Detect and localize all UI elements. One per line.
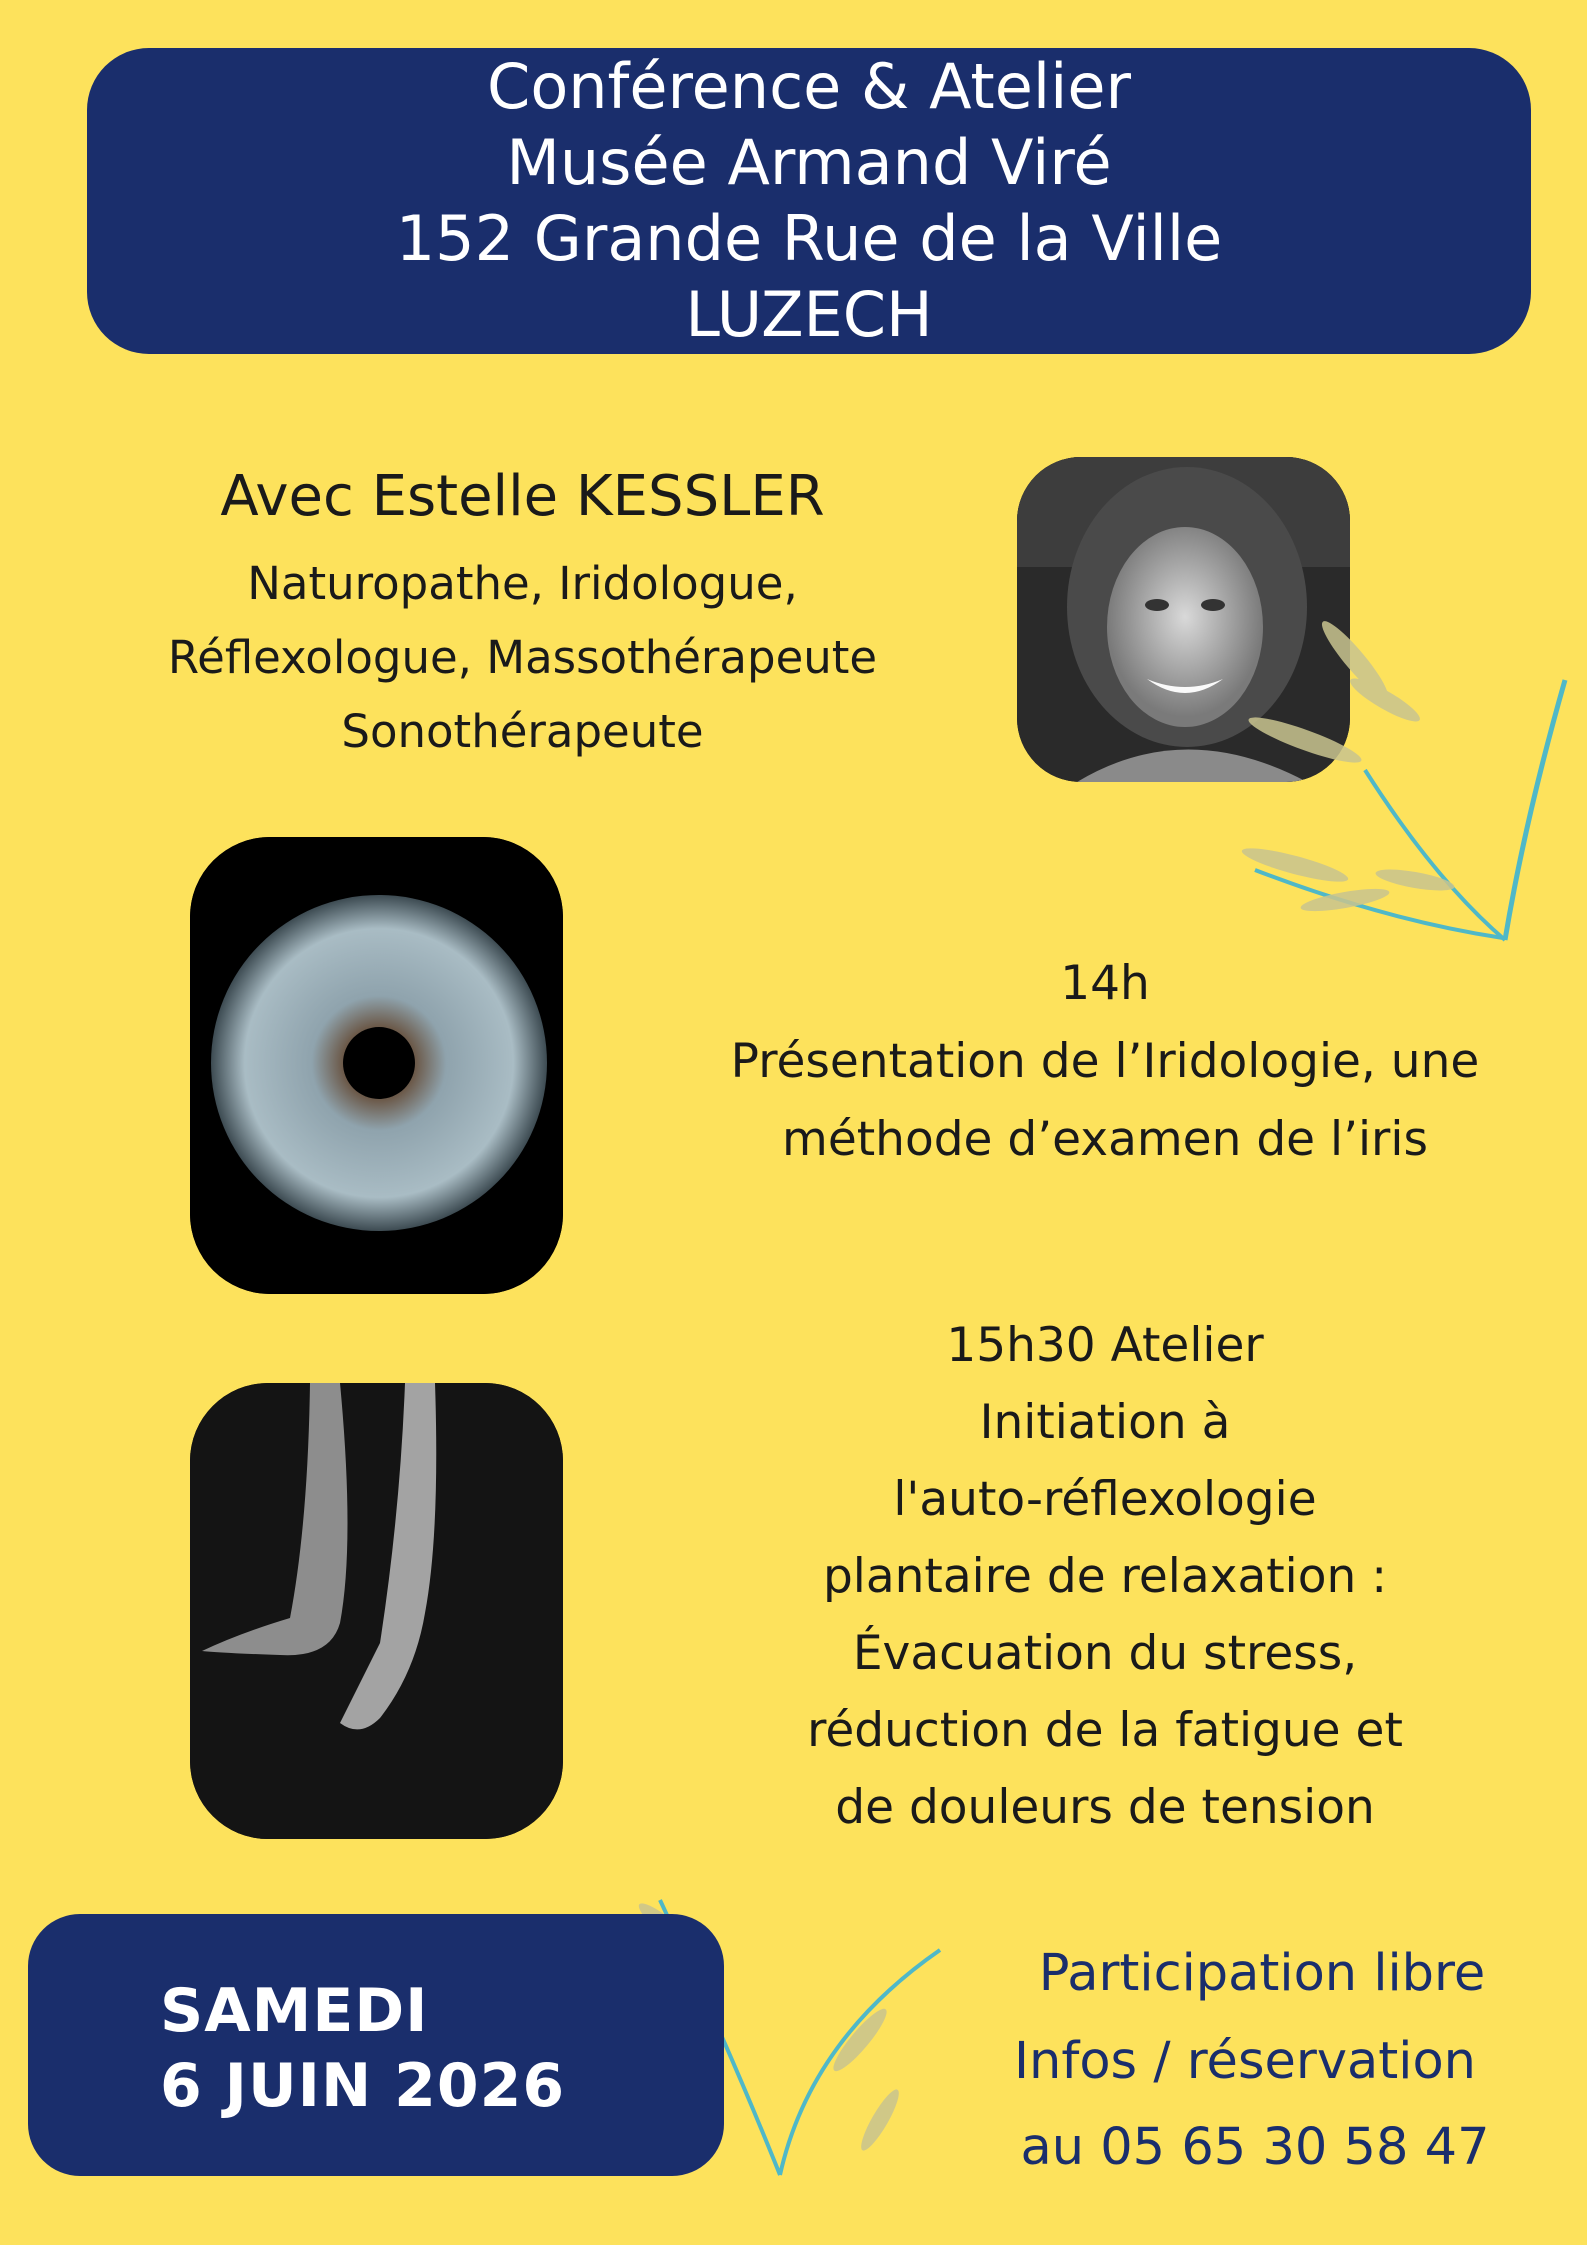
feet-image bbox=[190, 1383, 563, 1839]
header-title: Conférence & Atelier bbox=[487, 50, 1131, 123]
session2-line2: Initiation à bbox=[979, 1395, 1231, 1450]
speaker-role-3: Sonothérapeute bbox=[341, 705, 704, 758]
reservation-text: Infos / réservation bbox=[1014, 2032, 1476, 2091]
header-address: 152 Grande Rue de la Ville bbox=[395, 202, 1223, 275]
event-header bbox=[87, 48, 1531, 354]
session1-time: 14h bbox=[1060, 956, 1150, 1011]
speaker-name: Avec Estelle KESSLER bbox=[220, 464, 825, 529]
speaker-role-1: Naturopathe, Iridologue, bbox=[247, 557, 798, 610]
session1-line2: méthode d’examen de l’iris bbox=[782, 1112, 1428, 1167]
iris-image bbox=[190, 837, 563, 1294]
feet-photo bbox=[190, 1383, 563, 1839]
session2-line3: l'auto-réflexologie bbox=[893, 1472, 1317, 1527]
header-city: LUZECH bbox=[685, 278, 933, 351]
session1-line1: Présentation de l’Iridologie, une bbox=[730, 1034, 1480, 1089]
participation-text: Participation libre bbox=[1038, 1944, 1486, 2003]
session2-line7: de douleurs de tension bbox=[835, 1780, 1375, 1835]
date-full: 6 JUIN 2026 bbox=[160, 2051, 566, 2121]
header-venue: Musée Armand Viré bbox=[506, 126, 1112, 199]
session2-line1: 15h30 Atelier bbox=[946, 1318, 1264, 1373]
session2-line6: réduction de la fatigue et bbox=[807, 1703, 1403, 1758]
speaker-role-2: Réflexologue, Massothérapeute bbox=[167, 631, 878, 684]
session2-line4: plantaire de relaxation : bbox=[822, 1549, 1388, 1604]
phone-number: au 05 65 30 58 47 bbox=[1020, 2118, 1490, 2177]
leaf-branch-icon bbox=[1235, 620, 1585, 950]
session2-line5: Évacuation du stress, bbox=[852, 1626, 1358, 1681]
iris-photo bbox=[190, 837, 563, 1294]
date-day: SAMEDI bbox=[160, 1976, 429, 2046]
date-box bbox=[28, 1914, 724, 2176]
